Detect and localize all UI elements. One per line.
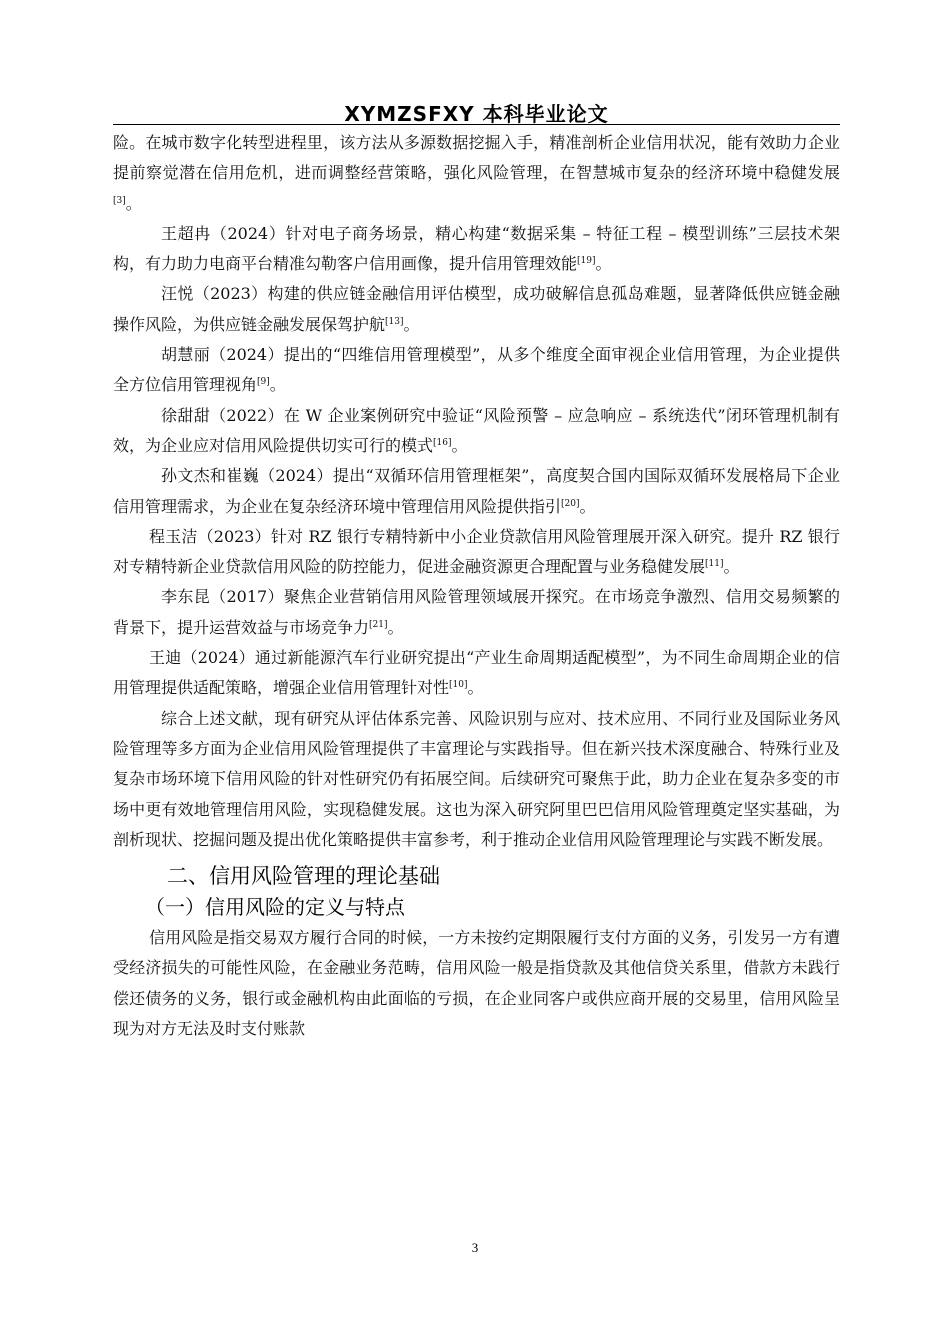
- citation-ref: [9]: [257, 377, 270, 388]
- paragraph: [113, 582, 840, 643]
- paragraph: [113, 522, 840, 583]
- paragraph-tail: 。: [467, 678, 484, 698]
- paragraph-text: 王超冉（2024）针对电子商务场景，精心构建“数据采集 – 特征工程 – 模型训练”三层技术架构，有力助力电商平台精准勾勒客户信用画像，提升信用管理效能: [113, 223, 840, 274]
- citation-ref: [21]: [369, 619, 388, 630]
- citation-ref: [10]: [449, 680, 468, 691]
- citation-ref: [19]: [577, 256, 596, 267]
- paragraph-tail: 。: [269, 375, 286, 395]
- section-heading: 二、信用风险管理的理论基础: [167, 864, 440, 889]
- paragraph: [113, 219, 840, 280]
- citation-ref: [3]: [113, 195, 126, 206]
- citation-ref: [13]: [385, 316, 404, 327]
- page-number: 3: [471, 1240, 479, 1255]
- paragraph-tail: 。: [387, 617, 404, 637]
- paragraph: [113, 279, 840, 340]
- paragraph-text: 王迪（2024）通过新能源汽车行业研究提出“产业生命周期适配模型”，为不同生命周期企业的信用管理提供适配策略，增强企业信用管理针对性: [113, 648, 840, 698]
- paragraph-text: 险。在城市数字化转型进程里，该方法从多源数据挖掘入手，精准剖析企业信用状况，能有效助力企业提前察觉潜在信用危机，进而调整经营策略，强化风险管理，在智慧城市复杂的经济环境中稳健发展: [113, 133, 840, 183]
- paragraph-tail: 。: [723, 557, 740, 577]
- paragraph-text: 程玉洁（2023）针对 RZ 银行专精特新中小企业贷款信用风险管理展开深入研究。提升 RZ 银行对专精特新企业贷款信用风险的防控能力，促进金融资源更合理配置与业务稳健发展: [113, 526, 840, 577]
- paragraph-definition: [113, 923, 840, 1044]
- paragraph-tail: 。: [451, 435, 468, 455]
- paragraph-text: 汪悦（2023）构建的供应链金融信用评估模型，成功破解信息孤岛难题，显著降低供应链金融操作风险，为供应链金融发展保驾护航: [113, 284, 840, 334]
- paragraph-text: 综合上述文献，现有研究从评估体系完善、风险识别与应对、技术应用、不同行业及国际业务风险管理等多方面为企业信用风险管理提供了丰富理论与实践指导。但在新兴技术深度融合、特殊行业及复杂市场环境下信用风险的针对性研究仍有拓展空间。后续研究可聚焦于此，助力企业在复杂多变的市场中更有效地管理信用风险，实现稳健发展。这也为深入研究阿里巴巴信用风险管理奠定坚实基础，为剖析现状、挖掘问题及提出优化策略提供丰富参考，利于推动企业信用风险管理理论与实践不断发展。: [113, 708, 840, 849]
- paragraph-text: 胡慧丽（2024）提出的“四维信用管理模型”，从多个维度全面审视企业信用管理，为企业提供全方位信用管理视角: [113, 345, 840, 395]
- page-header-title: XYMZSFXY 本科毕业论文: [344, 102, 609, 126]
- paragraph-text: 李东昆（2017）聚焦企业营销信用风险管理领域展开探究。在市场竞争激烈、信用交易频繁的背景下，提升运营效益与市场竞争力: [113, 587, 840, 637]
- paragraph-text: 孙文杰和崔巍（2024）提出“双循环信用管理框架”，高度契合国内国际双循环发展格局下企业信用管理需求，为企业在复杂经济环境中管理信用风险提供指引: [113, 466, 840, 516]
- paragraph-summary: [113, 704, 840, 855]
- paragraph-tail: 。: [403, 314, 420, 334]
- paragraph: [113, 401, 840, 462]
- paragraph-text: 徐甜甜（2022）在 W 企业案例研究中验证“风险预警 – 应急响应 – 系统迭代”闭环管理机制有效，为企业应对信用风险提供切实可行的模式: [113, 405, 840, 455]
- paragraph-continued: [113, 128, 840, 219]
- subsection-heading: （一）信用风险的定义与特点: [145, 895, 405, 920]
- body-text: [113, 128, 840, 1044]
- citation-ref: [16]: [433, 437, 452, 448]
- paragraph-text: 信用风险是指交易双方履行合同的时候，一方未按约定期限履行支付方面的义务，引发另一方有遭受经济损失的可能性风险，在金融业务范畴，信用风险一般是指贷款及其他信贷关系里，借款方未践行偿还债务的义务，银行或金融机构由此面临的亏损，在企业同客户或供应商开展的交易里，信用风险呈现为对方无法及时支付账款: [113, 928, 840, 1039]
- paragraph-tail: 。: [125, 193, 142, 213]
- paragraph: [113, 643, 840, 704]
- paragraph: [113, 461, 840, 522]
- header-rule: [113, 124, 840, 125]
- paragraph-tail: 。: [595, 254, 612, 274]
- paragraph-tail: 。: [579, 496, 596, 516]
- citation-ref: [11]: [705, 559, 724, 570]
- citation-ref: [20]: [561, 498, 580, 509]
- paragraph: [113, 340, 840, 401]
